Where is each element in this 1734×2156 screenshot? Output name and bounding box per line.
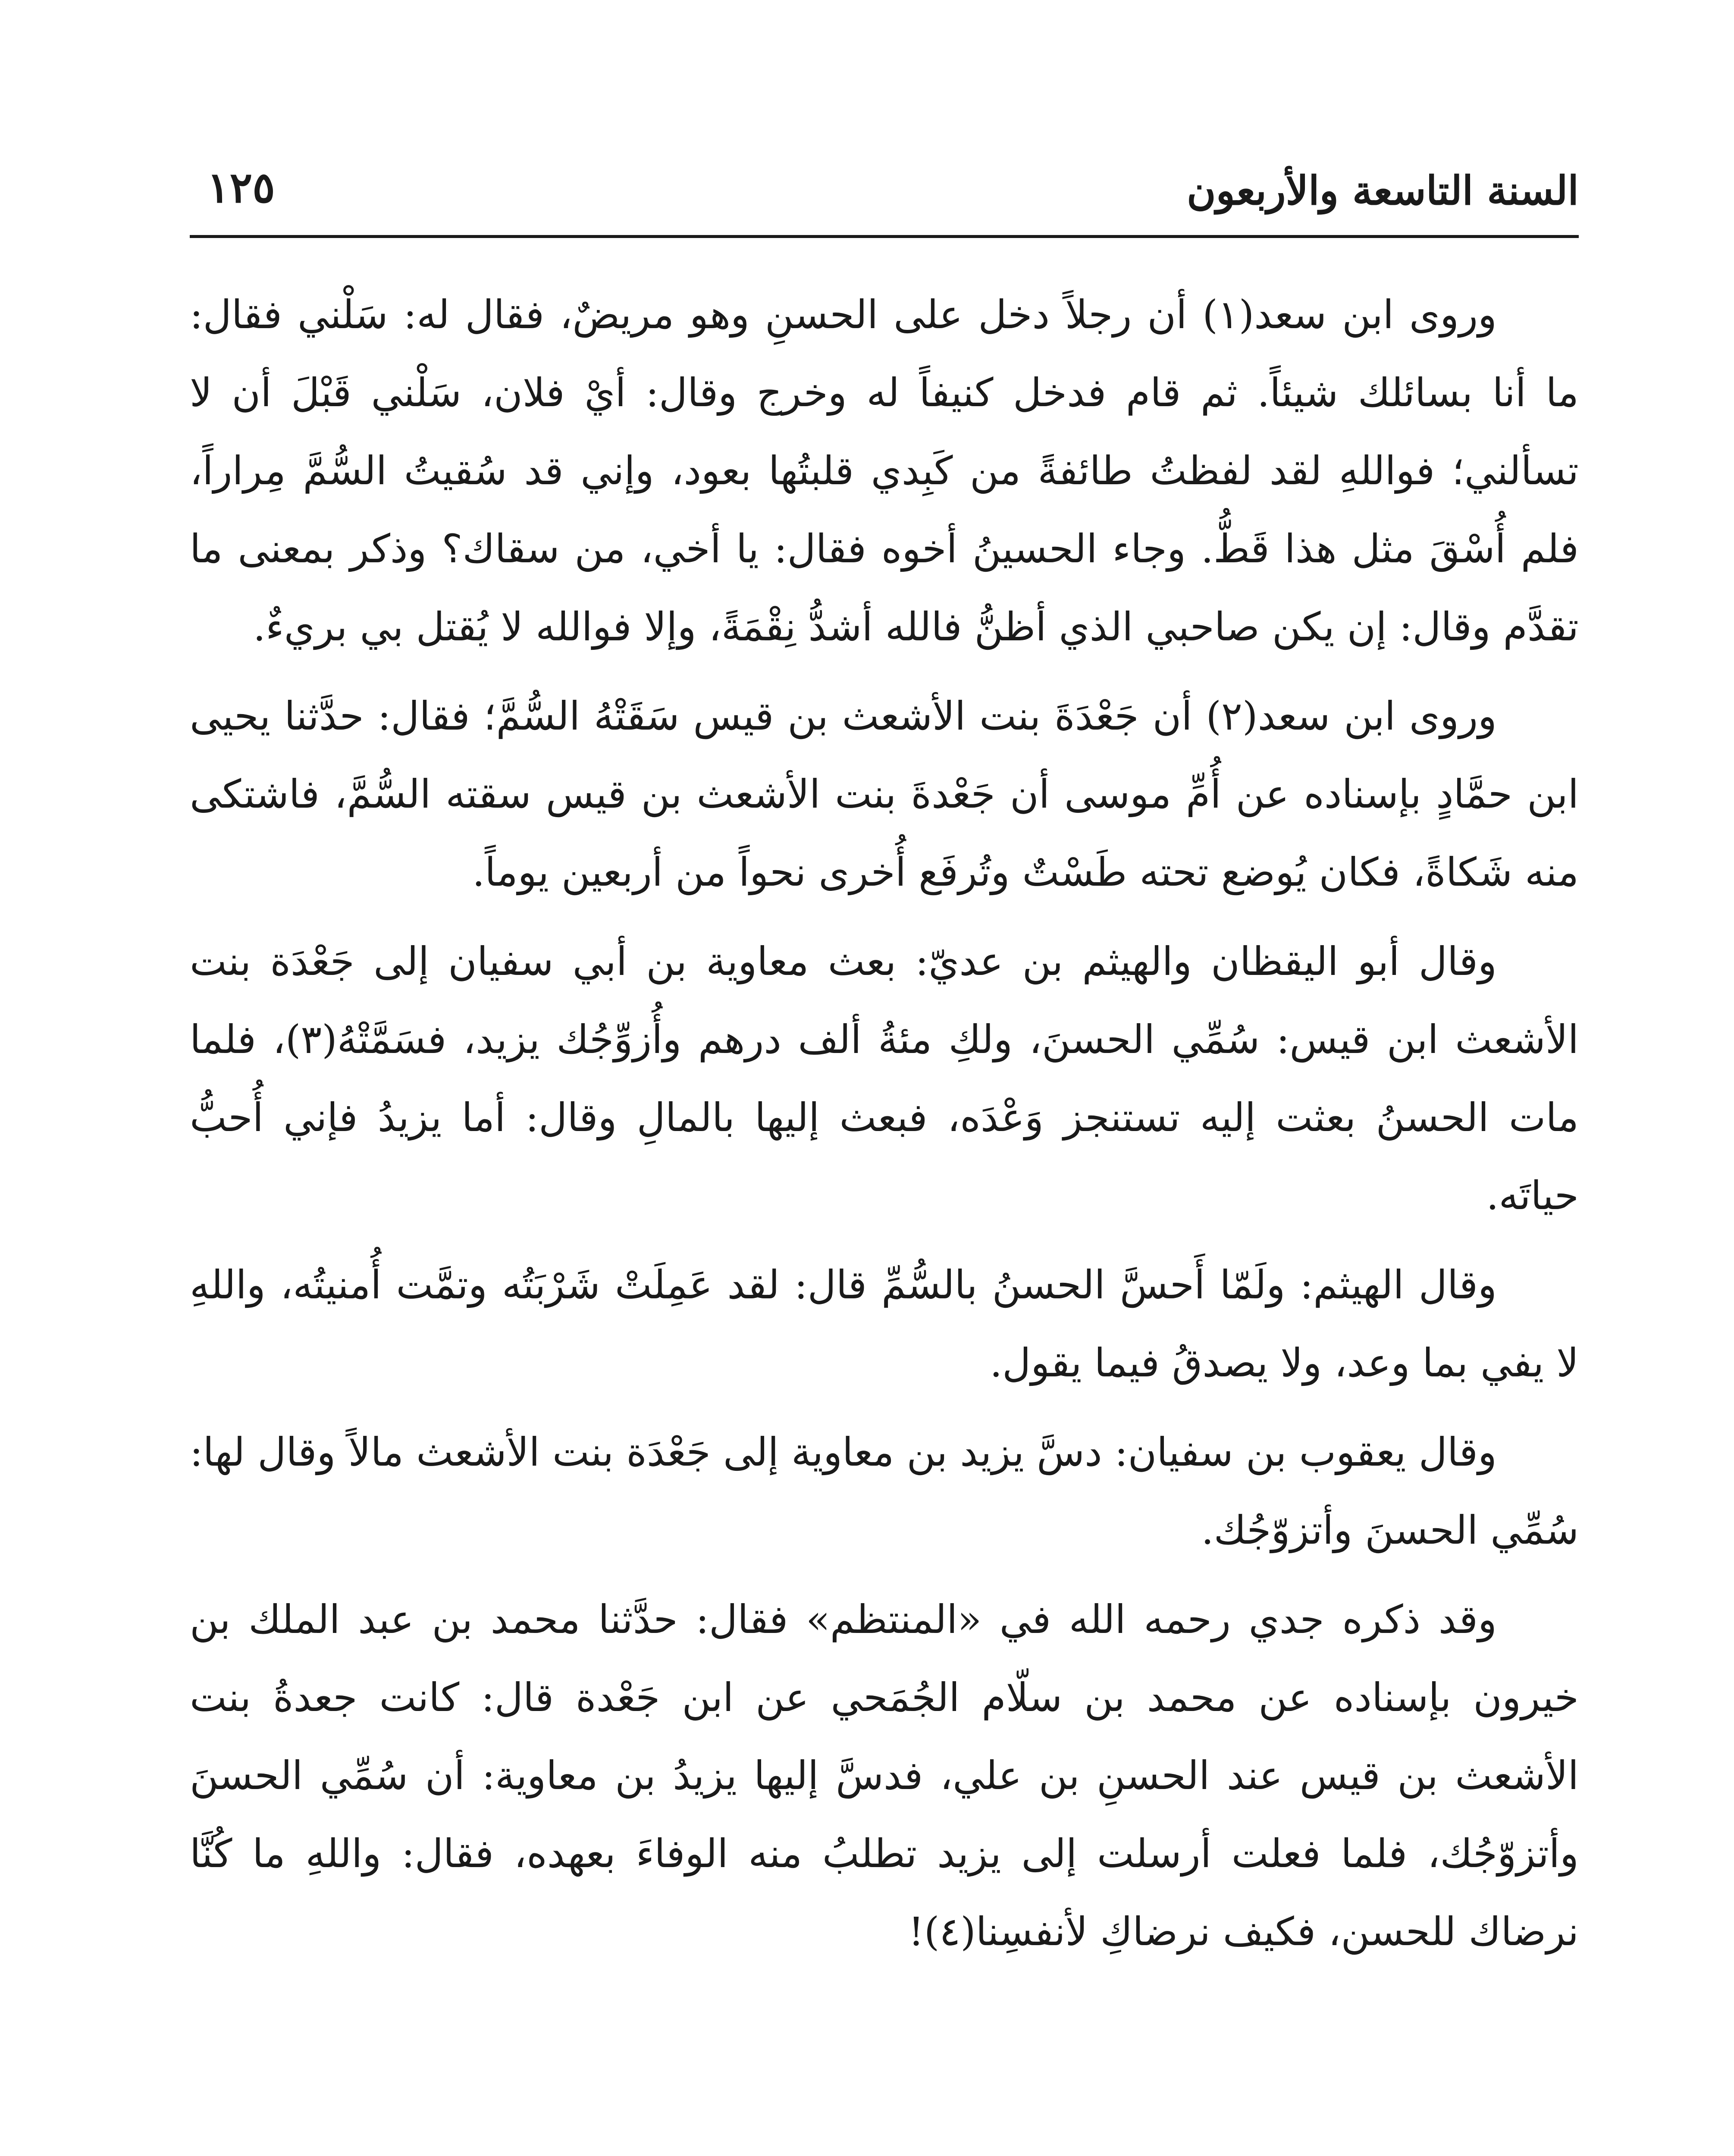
running-title: السنة التاسعة والأربعون <box>1187 167 1579 214</box>
paragraph: وقال أبو اليقظان والهيثم بن عديّ: بعث معاوية بن أبي سفيان إلى جَعْدَة بنت الأشعث ابن قيس: سُمِّي الحسنَ، ولكِ مئةُ ألف درهم وأُزوِّجُك يزيد، فسَمَّتْهُ(٣)، فلما مات الحسنُ بعثت إليه تستنجز وَعْدَه، فبعث إليها بالمالِ وقال: أما يزيدُ فإني أُحبُّ حياتَه. <box>190 939 1579 1219</box>
page-number: ١٢٥ <box>207 163 275 213</box>
paragraph: وقال الهيثم: ولَمّا أَحسَّ الحسنُ بالسُّمِّ قال: لقد عَمِلَتْ شَرْبَتُه وتمَّت أُمنيتُه، واللهِ لا يفي بما وعد، ولا يصدقُ فيما يقول. <box>190 1263 1579 1386</box>
header-rule <box>190 235 1579 238</box>
page-header <box>190 160 1579 220</box>
paragraph: وقد ذكره جدي رحمه الله في «المنتظم» فقال: حدَّثنا محمد بن عبد الملك بن خيرون بإسناده عن محمد بن سلّام الجُمَحي عن ابن جَعْدة قال: كانت جعدةُ بنت الأشعث بن قيس عند الحسنِ بن علي، فدسَّ إليها يزيدُ بن معاوية: أن سُمِّي الحسنَ وأتزوّجُك، فلما فعلت أرسلت إلى يزيد تطلبُ منه الوفاءَ بعهده، فقال: واللهِ ما كُنَّا نرضاك للحسن، فكيف نرضاكِ لأنفسِنا(٤)! <box>190 1597 1579 1955</box>
main-text <box>190 276 1579 1982</box>
paragraph: وروى ابن سعد(١) أن رجلاً دخل على الحسنِ وهو مريضٌ، فقال له: سَلْني فقال: ما أنا بسائلك شيئاً. ثم قام فدخل كنيفاً له وخرج وقال: أيْ فلان، سَلْني قَبْلَ أن لا تسألني؛ فواللهِ لقد لفظتُ طائفةً من كَبِدي قلبتُها بعود، وإني قد سُقيتُ السُّمَّ مِراراً، فلم أُسْقَ مثل هذا قَطُّ. وجاء الحسينُ أخوه فقال: يا أخي، من سقاك؟ وذكر بمعنى ما تقدَّم وقال: إن يكن صاحبي الذي أظنُّ فالله أشدُّ نِقْمَةً، وإلا فوالله لا يُقتل بي بريءٌ. <box>190 292 1579 650</box>
paragraph: وقال يعقوب بن سفيان: دسَّ يزيد بن معاوية إلى جَعْدَة بنت الأشعث مالاً وقال لها: سُمِّي الحسنَ وأتزوّجُك. <box>190 1430 1579 1553</box>
paragraph: وروى ابن سعد(٢) أن جَعْدَةَ بنت الأشعث بن قيس سَقَتْهُ السُّمَّ؛ فقال: حدَّثنا يحيى ابن حمَّادٍ بإسناده عن أُمِّ موسى أن جَعْدةَ بنت الأشعث بن قيس سقته السُّمَّ، فاشتكى منه شَكاةً، فكان يُوضع تحته طَسْتٌ وتُرفَع أُخرى نحواً من أربعين يوماً. <box>190 694 1579 895</box>
